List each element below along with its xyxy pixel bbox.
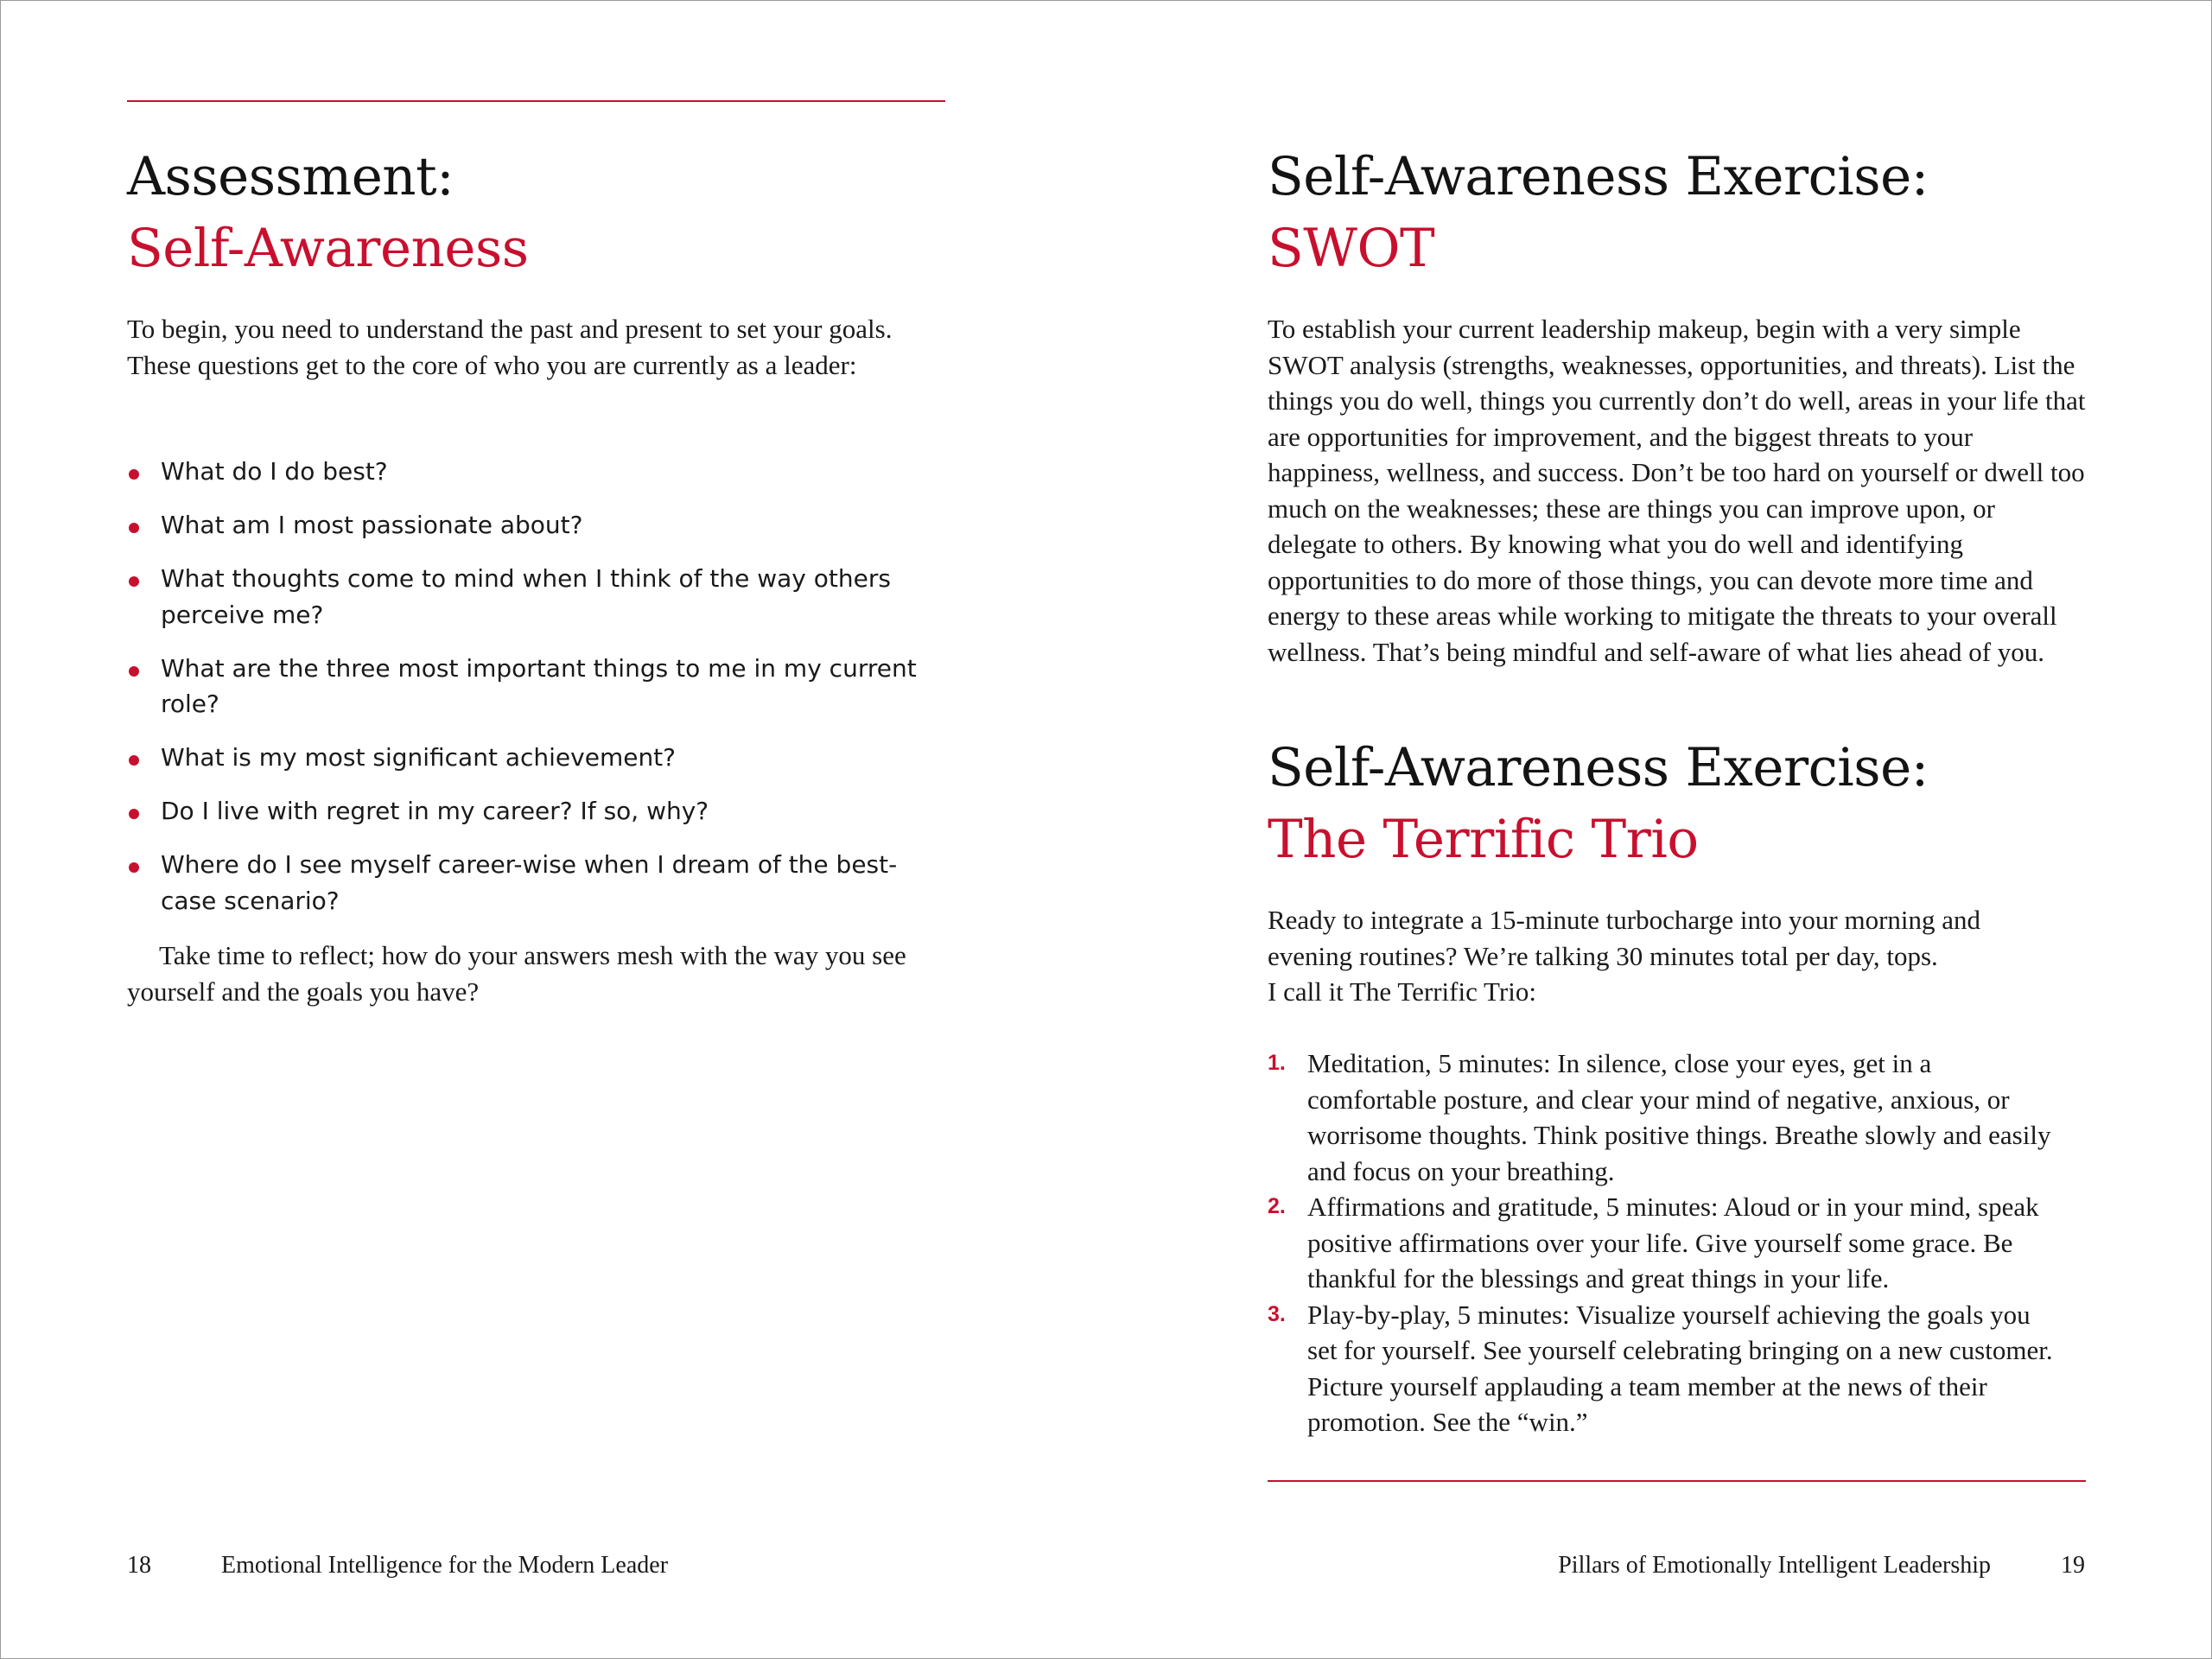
bullet-icon [129, 666, 139, 677]
assessment-heading [127, 141, 529, 284]
bullet-icon [129, 469, 139, 480]
list-item: 3. Play-by-play, 5 minutes: Visualize yourself achieving the goals you set for yourself. See yourself celebrating bringing on a new customer. Picture yourself applauding a team member at the news of their promotion. See the “win.” [1268, 1297, 2063, 1440]
question-list [127, 454, 922, 937]
trio-heading [1268, 732, 1929, 875]
heading-line-2: SWOT [1268, 218, 1435, 279]
bullet-icon [129, 523, 139, 533]
list-item: What am I most passionate about? [127, 507, 922, 543]
bullet-icon [129, 862, 139, 873]
bottom-rule [1268, 1480, 2086, 1482]
right-page-number: 19 [2061, 1552, 2085, 1579]
step-number: 1. [1268, 1051, 1286, 1075]
list-item: Do I live with regret in my career? If so, why? [127, 793, 922, 830]
heading-line-1: Self-Awareness Exercise: [1268, 737, 1929, 798]
heading-line-2: The Terrific Trio [1268, 809, 1699, 870]
heading-line-2: Self-Awareness [127, 218, 529, 279]
list-item: What thoughts come to mind when I think of the way others perceive me? [127, 561, 922, 632]
list-item: What do I do best? [127, 454, 922, 490]
left-running-title: Emotional Intelligence for the Modern Leader [221, 1552, 669, 1579]
list-item: What are the three most important things to me in my current role? [127, 651, 922, 722]
heading-line-1: Assessment: [127, 146, 454, 207]
bullet-icon [129, 755, 139, 766]
step-number: 2. [1268, 1194, 1286, 1218]
right-running-title: Pillars of Emotionally Intelligent Leadership [1558, 1552, 1991, 1579]
bullet-icon [129, 809, 139, 819]
reflection-paragraph: Take time to reflect; how do your answers mesh with the way you see yourself and the goals you have? [127, 940, 906, 1007]
top-rule [127, 100, 945, 102]
heading-line-1: Self-Awareness Exercise: [1268, 146, 1929, 207]
trio-steps [1268, 1046, 2063, 1440]
list-item: Where do I see myself career-wise when I dream of the best-case scenario? [127, 847, 922, 918]
bullet-icon [129, 576, 139, 587]
intro-paragraph: To begin, you need to understand the past and present to set your goals. These questions get to the core of who you are currently as a leader: [127, 314, 893, 380]
left-page-number: 18 [127, 1552, 151, 1579]
swot-paragraph: To establish your current leadership makeup, begin with a very simple SWOT analysis (strengths, weaknesses, opportunities, and threats). List the things you do well, things you currently don’t do well, areas in your life that are opportunities for improvement, and the biggest threats to your happiness, wellness, and success. Don’t be too hard on yourself or dwell too much on the weaknesses; these are things you can improve upon, or delegate to others. By knowing what you do well and identifying opportunities to do more of those things, you can devote more time and energy to these areas while working to mitigate the threats to your overall wellness. That’s being mindful and self-aware of what lies ahead of you. [1268, 314, 2086, 667]
trio-intro: Ready to integrate a 15-minute turbocharge into your morning and evening routines? We’re talking 30 minutes total per day, tops. I call it The Terrific Trio: [1268, 905, 1981, 1007]
list-item: 2. Affirmations and gratitude, 5 minutes: Aloud or in your mind, speak positive affirmations over your life. Give yourself some grace. Be thankful for the blessings and great things in your life. [1268, 1189, 2063, 1297]
list-item: 1. Meditation, 5 minutes: In silence, close your eyes, get in a comfortable posture, and clear your mind of negative, anxious, or worrisome thoughts. Think positive things. Breathe slowly and easily and focus on your breathing. [1268, 1046, 2063, 1189]
swot-heading [1268, 141, 1929, 284]
list-item: What is my most significant achievement? [127, 740, 922, 776]
step-number: 3. [1268, 1301, 1286, 1326]
